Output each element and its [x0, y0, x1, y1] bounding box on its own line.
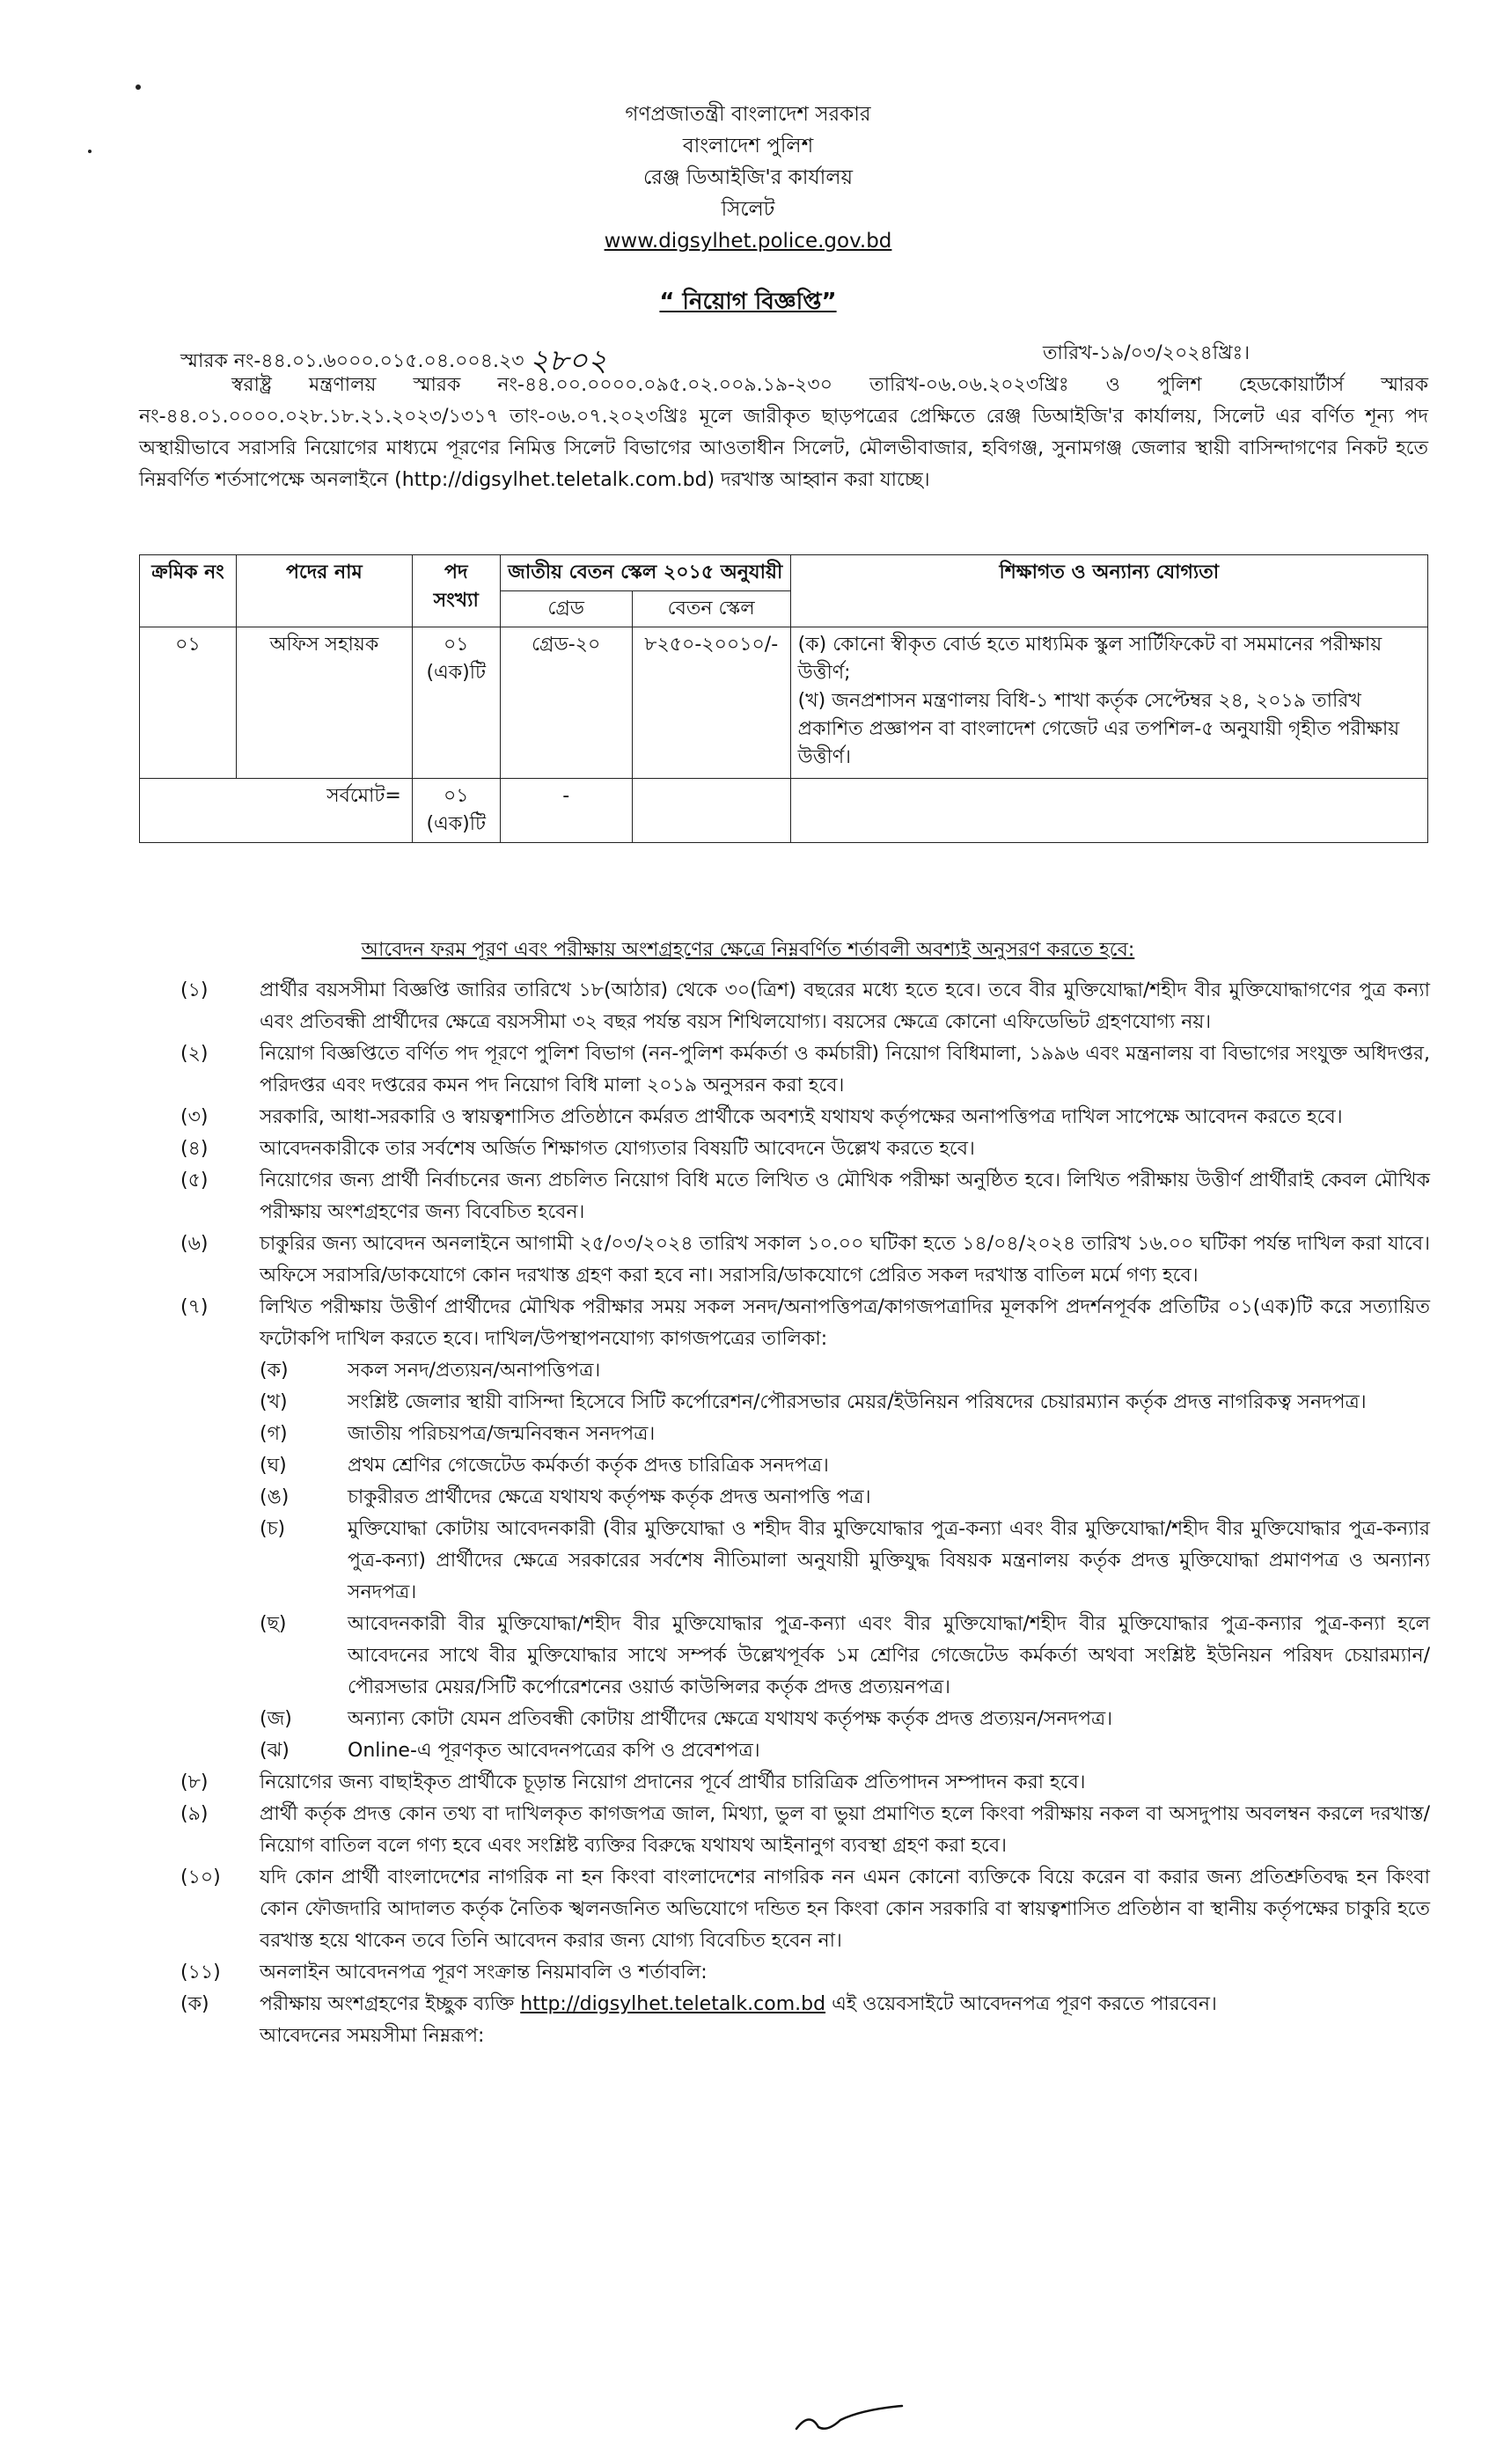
application-website-link[interactable]: http://digsylhet.teletalk.com.bd — [520, 1993, 826, 2015]
list-item: (৪) আবেদনকারীকে তার সর্বশেষ অর্জিত শিক্ষাগত যোগ্যতার বিষয়টি আবেদনে উল্লেখ করতে হবে। — [180, 1138, 975, 1160]
cell-qualification — [790, 627, 1427, 779]
list-item: (২) নিয়োগ বিজ্ঞপ্তিতে বর্ণিত পদ পূরণে পুলিশ বিভাগ (নন-পুলিশ কর্মকর্তা ও কর্মচারী) নিয়োগ বিধিমালা, ১৯৯৬ এবং মন্ত্রনালয় বা বিভাগের সংযুক্ত অধিদপ্তর, পরিদপ্তর এবং দপ্তরের কমন পদ নিয়োগ বিধি মালা ২০১৯ অনুসরন করা হবে। — [180, 1043, 1430, 1096]
cell-empty — [790, 779, 1427, 843]
col-qualification: শিক্ষাগত ও অন্যান্য যোগ্যতা — [790, 555, 1427, 627]
list-item: (১১) অনলাইন আবেদনপত্র পূরণ সংক্রান্ত নিয়মাবলি ও শর্তাবলি: — [180, 1962, 708, 1984]
list-item: (৬) চাকুরির জন্য আবেদন অনলাইনে আগামী ২৫/০৩/২০২৪ তারিখ সকাল ১০.০০ ঘটিকা হতে ১৪/০৪/২০২৪ তারিখ ১৬.০০ ঘটিকা পর্যন্ত দাখিল করা যাবে। অফিসে সরাসরি/ডাকযোগে কোন দরখাস্ত গ্রহণ করা হবে না। সরাসরি/ডাকযোগে প্রেরিত সকল দরখাস্ত বাতিল মর্মে গণ্য হবে। — [180, 1233, 1430, 1287]
list-item: (৯) প্রার্থী কর্তৃক প্রদত্ত কোন তথ্য বা দাখিলকৃত কাগজপত্র জাল, মিথ্যা, ভুল বা ভুয়া প্রমাণিত হলে কিংবা পরীক্ষায় নকল বা অসদুপায় অবলম্বন করলে দরখাস্ত/নিয়োগ বাতিল বলে গণ্য হবে এবং সংশ্লিষ্ট ব্যক্তির বিরুদ্ধে যথাযথ আইনানুগ ব্যবস্থা গ্রহণ করা হবে। — [180, 1803, 1430, 1857]
sublist-item: (খ) সংশ্লিষ্ট জেলার স্থায়ী বাসিন্দা হিসেবে সিটি কর্পোরেশন/পৌরসভার মেয়র/ইউনিয়ন পরিষদের চেয়ারম্যান কর্তৃক প্রদত্ত নাগরিকত্ব সনদপত্র। — [260, 1391, 1367, 1413]
col-post-count: পদ সংখ্যা — [412, 555, 500, 627]
col-pay: বেতন স্কেল — [632, 591, 790, 627]
cell-post-name: অফিস সহায়ক — [236, 627, 412, 779]
list-item: (৩) সরকারি, আধা-সরকারি ও স্বায়ত্বশাসিত প্রতিষ্ঠানে কর্মরত প্রার্থীকে অবশ্যই যথাযথ কর্তৃপক্ষের অনাপত্তিপত্র দাখিল সাপেক্ষে আবেদন করতে হবে। — [180, 1106, 1343, 1128]
memo-date: তারিখ-১৯/০৩/২০২৪খ্রিঃ। — [1043, 342, 1250, 364]
intro-paragraph: স্বরাষ্ট্র মন্ত্রণালয় স্মারক নং-৪৪.০০.০০০০.০৯৫.০২.০০৯.১৯-২৩০ তারিখ-০৬.০৬.২০২৩খ্রিঃ ও পুলিশ হেডকোয়ার্টার্স স্মারক নং-৪৪.০১.০০০০.০২৮.১৮.২১.২০২৩/১৩১৭ তাং-০৬.০৭.২০২৩খ্রিঃ মূলে জারীকৃত ছাড়পত্রের প্রেক্ষিতে রেঞ্জ ডিআইজি'র কার্যালয়, সিলেট এর বর্ণিত শূন্য পদ অস্থায়ীভাবে সরাসরি নিয়োগের মাধ্যমে পূরণের নিমিত্ত সিলেট বিভাগের আওতাধীন সিলেট, মৌলভীবাজার, হবিগঞ্জ, সুনামগঞ্জ জেলার স্থায়ী বাসিন্দাগণের নিকট হতে নিম্নবর্ণিত শর্তসাপেক্ষে অনলাইনে (http://digsylhet.teletalk.com.bd) দরখাস্ত আহ্বান করা যাচ্ছে। — [139, 374, 1428, 491]
sublist-item: (ছ) আবেদনকারী বীর মুক্তিযোদ্ধা/শহীদ বীর মুক্তিযোদ্ধার পুত্র-কন্যা এবং বীর মুক্তিযোদ্ধা/শহীদ বীর মুক্তিযোদ্ধার পুত্র-কন্যার পুত্র-কন্যা হলে আবেদনের সাথে বীর মুক্তিযোদ্ধার সাথে সম্পর্ক উল্লেখপূর্বক ১ম শ্রেণির গেজেটেড কর্মকর্তা অথবা সংশ্লিষ্ট ইউনিয়ন পরিষদ চেয়ারম্যান/পৌরসভার মেয়র/সিটি কর্পোরেশনের ওয়ার্ড কাউন্সিলর কর্তৃক প্রদত্ত প্রত্যয়নপত্র। — [260, 1613, 1430, 1698]
conditions-list — [180, 975, 1430, 2052]
qualification-a: (ক) কোনো স্বীকৃত বোর্ড হতে মাধ্যমিক স্কুল সার্টিফিকেট বা সমমানের পরীক্ষায় উত্তীর্ণ; — [797, 634, 1382, 684]
sublist-item: (ঙ) চাকুরীরত প্রার্থীদের ক্ষেত্রে যথাযথ কর্তৃপক্ষ কর্তৃক প্রদত্ত অনাপত্তি পত্র। — [260, 1486, 871, 1508]
memo-number: স্মারক নং-৪৪.০১.৬০০০.০১৫.০৪.০০৪.২৩ ২৮০২ — [180, 343, 607, 378]
cell-serial: ০১ — [140, 627, 237, 779]
cell-total-dash: - — [500, 779, 632, 843]
sublist-item: (ক) সকল সনদ/প্রত্যয়ন/অনাপত্তিপত্র। — [260, 1360, 601, 1382]
table-header-row — [140, 555, 1428, 591]
list-item: (৮) নিয়োগের জন্য বাছাইকৃত প্রার্থীকে চূড়ান্ত নিয়োগ প্রদানের পূর্বে প্রার্থীর চারিত্রিক প্রতিপাদন সম্পাদন করা হবে। — [180, 1771, 1086, 1793]
sublist-item: (ঘ) প্রথম শ্রেণির গেজেটেড কর্মকর্তা কর্তৃক প্রদত্ত চারিত্রিক সনদপত্র। — [260, 1455, 829, 1477]
cell-total-label: সর্বমোট= — [140, 779, 413, 843]
scan-speck — [136, 84, 141, 90]
cell-grade: গ্রেড-২০ — [500, 627, 632, 779]
table-total-row — [140, 779, 1428, 843]
col-grade: গ্রেড — [500, 591, 632, 627]
handwritten-memo-suffix: ২৮০২ — [529, 343, 607, 378]
list-item: (ক) পরীক্ষায় অংশগ্রহণের ইচ্ছুক ব্যক্তি http://digsylhet.teletalk.com.bd এই ওয়েবসাইটে আবেদনপত্র পূরণ করতে পারবেন। আবেদনের সময়সীমা নিম্নরূপ: — [180, 1993, 1217, 2047]
sublist-item: (চ) মুক্তিযোদ্ধা কোটায় আবেদনকারী (বীর মুক্তিযোদ্ধা ও শহীদ বীর মুক্তিযোদ্ধার পুত্র-কন্যা এবং বীর মুক্তিযোদ্ধা/শহীদ বীর মুক্তিযোদ্ধার পুত্র-কন্যার পুত্র-কন্যা) প্রার্থীদের ক্ষেত্রে সরকারের সর্বশেষ নীতিমালা অনুযায়ী মুক্তিযুদ্ধ বিষয়ক মন্ত্রনালয় কর্তৃক প্রদত্ত মুক্তিযোদ্ধা প্রমাণপত্র ও অন্যান্য সনদপত্র। — [260, 1518, 1430, 1603]
list-item: (৭) লিখিত পরীক্ষায় উত্তীর্ণ প্রার্থীদের মৌখিক পরীক্ষার সময় সকল সনদ/অনাপত্তিপত্র/কাগজপত্রাদির মূলকপি প্রদর্শনপূর্বক প্রতিটির ০১(এক)টি করে সত্যায়িত ফটোকপি দাখিল করতে হবে। দাখিল/উপস্থাপনযোগ্য কাগজপত্রের তালিকা: (ক) সকল সনদ/প্রত্যয়ন/অনাপত্তিপত্র। (খ) সংশ্লিষ্ট জেলার স্থায়ী বাসিন্দা হিসেবে সিটি কর্পোরেশন/পৌরসভার মেয়র/ইউনিয়ন পরিষদের চেয়ারম্যান কর্তৃক প্রদত্ত নাগরিকত্ব সনদপত্র। (গ) জাতীয় পরিচয়পত্র/জন্মনিবন্ধন সনদপত্র। (ঘ) প্রথম শ্রেণির গেজেটেড কর্মকর্তা কর্তৃক প্রদত্ত চারিত্রিক সনদপত্র। (ঙ) চাকুরীরত প্রার্থীদের ক্ষেত্রে যথাযথ কর্তৃপক্ষ কর্তৃক প্রদত্ত অনাপত্তি পত্র। (চ) মুক্তিযোদ্ধা কোটায় আবেদনকারী (বীর মুক্তিযোদ্ধা ও শহীদ বীর মুক্তিযোদ্ধার পুত্র-কন্যা এবং বীর মুক্তিযোদ্ধা/শহীদ বীর মুক্তিযোদ্ধার পুত্র-কন্যার পুত্র-কন্যা) প্রার্থীদের ক্ষেত্রে সরকারের সর্বশেষ নীতিমালা অনুযায়ী মুক্তিযুদ্ধ বিষয়ক মন্ত্রনালয় কর্তৃক প্রদত্ত মুক্তিযোদ্ধা প্রমাণপত্র ও অন্যান্য সনদপত্র। (ছ) আবেদনকারী বীর মুক্তিযোদ্ধা/শহীদ বীর মুক্তিযোদ্ধার পুত্র-কন্যা এবং বীর মুক্তিযোদ্ধা/শহীদ বীর মুক্তিযোদ্ধার পুত্র-কন্যার পুত্র-কন্যা হলে আবেদনের সাথে বীর মুক্তিযোদ্ধার সাথে সম্পর্ক উল্লেখপূর্বক ১ম শ্রেণির গেজেটেড কর্মকর্তা অথবা সংশ্লিষ্ট ইউনিয়ন পরিষদ চেয়ারম্যান/পৌরসভার মেয়র/সিটি কর্পোরেশনের ওয়ার্ড কাউন্সিলর কর্তৃক প্রদত্ত প্রত্যয়নপত্র। (জ) অন্যান্য কোটা যেমন প্রতিবন্ধী কোটায় প্রার্থীদের ক্ষেত্রে যথাযথ কর্তৃপক্ষ কর্তৃক প্রদত্ত প্রত্যয়ন/সনদপত্র। (ঝ) Online-এ পূরণকৃত আবেদনপত্রের কপি ও প্রবেশপত্র। — [180, 1292, 1430, 1767]
list-item: (১) প্রার্থীর বয়সসীমা বিজ্ঞপ্তি জারির তারিখে ১৮(আঠার) থেকে ৩০(ত্রিশ) বছরের মধ্যে হতে হবে। তবে বীর মুক্তিযোদ্ধা/শহীদ বীর মুক্তিযোদ্ধাগণের পুত্র কন্যা এবং প্রতিবন্ধী প্রার্থীদের ক্ষেত্রে বয়সসীমা ৩২ বছর পর্যন্ত বয়স শিথিলযোগ্য। বয়সের ক্ষেত্রে কোনো এফিডেভিট গ্রহণযোগ্য নয়। — [180, 979, 1430, 1033]
col-post-name: পদের নাম — [236, 555, 412, 627]
col-serial: ক্রমিক নং — [140, 555, 237, 627]
office-header — [0, 99, 1496, 257]
list-item: (৫) নিয়োগের জন্য প্রার্থী নির্বাচনের জন্য প্রচলিত নিয়োগ বিধি মতে লিখিত ও মৌখিক পরীক্ষা অনুষ্ঠিত হবে। লিখিত পরীক্ষায় উত্তীর্ণ প্রার্থীরাই কেবল মৌখিক পরীক্ষায় অংশগ্রহণের জন্য বিবেচিত হবেন। — [180, 1170, 1430, 1223]
header-office: রেঞ্জ ডিআইজি'র কার্যালয় — [642, 166, 854, 189]
sublist-item: (ঝ) Online-এ পূরণকৃত আবেদনপত্রের কপি ও প্রবেশপত্র। — [260, 1740, 760, 1762]
signature-scribble — [792, 2402, 906, 2438]
cell-empty — [632, 779, 790, 843]
header-police: বাংলাদেশ পুলিশ — [682, 135, 814, 158]
header-website-link[interactable]: www.digsylhet.police.gov.bd — [604, 230, 892, 253]
sublist-item: (জ) অন্যান্য কোটা যেমন প্রতিবন্ধী কোটায় প্রার্থীদের ক্ষেত্রে যথাযথ কর্তৃপক্ষ কর্তৃক প্রদত্ত প্রত্যয়ন/সনদপত্র। — [260, 1708, 1113, 1730]
cell-total-count: ০১ (এক)টি — [412, 779, 500, 843]
list-item: (১০) যদি কোন প্রার্থী বাংলাদেশের নাগরিক না হন কিংবা বাংলাদেশের নাগরিক নন এমন কোনো ব্যক্তিকে বিয়ে করেন বা করার জন্য প্রতিশ্রুতিবদ্ধ হন কিংবা কোন ফৌজদারি আদালত কর্তৃক নৈতিক স্খলনজনিত অভিযোগে দন্ডিত হন কিংবা কোন সরকারি বা স্বায়ত্বশাসিত প্রতিষ্ঠান বা স্থানীয় কর্তৃপক্ষের চাকুরি হতে বরখাস্ত হয়ে থাকেন তবে তিনি আবেদন করার জন্য যোগ্য বিবেচিত হবেন না। — [180, 1866, 1430, 1952]
header-city: সিলেট — [721, 198, 775, 221]
cell-pay: ৮২৫০-২০০১০/- — [632, 627, 790, 779]
vacancy-table — [139, 554, 1428, 843]
col-pay-scale: জাতীয় বেতন স্কেল ২০১৫ অনুযায়ী — [500, 555, 790, 591]
conditions-heading: আবেদন ফরম পূরণ এবং পরীক্ষায় অংশগ্রহণের ক্ষেত্রে নিম্নবর্ণিত শর্তাবলী অবশ্যই অনুসরণ করতে হবে: — [361, 939, 1135, 961]
header-government: গণপ্রজাতন্ত্রী বাংলাদেশ সরকার — [625, 103, 871, 126]
document-sublist — [260, 1355, 1430, 1767]
notice-title: “ নিয়োগ বিজ্ঞপ্তি” — [659, 289, 837, 315]
sublist-item: (গ) জাতীয় পরিচয়পত্র/জন্মনিবন্ধন সনদপত্র। — [260, 1423, 656, 1445]
table-row — [140, 627, 1428, 779]
qualification-b: (খ) জনপ্রশাসন মন্ত্রণালয় বিধি-১ শাখা কর্তৃক সেপ্টেম্বর ২৪, ২০১৯ তারিখ প্রকাশিত প্রজ্ঞাপন বা বাংলাদেশ গেজেট এর তপশিল-৫ অনুযায়ী গৃহীত পরীক্ষায় উত্তীর্ণ। — [797, 690, 1400, 768]
cell-post-count: ০১ (এক)টি — [412, 627, 500, 779]
